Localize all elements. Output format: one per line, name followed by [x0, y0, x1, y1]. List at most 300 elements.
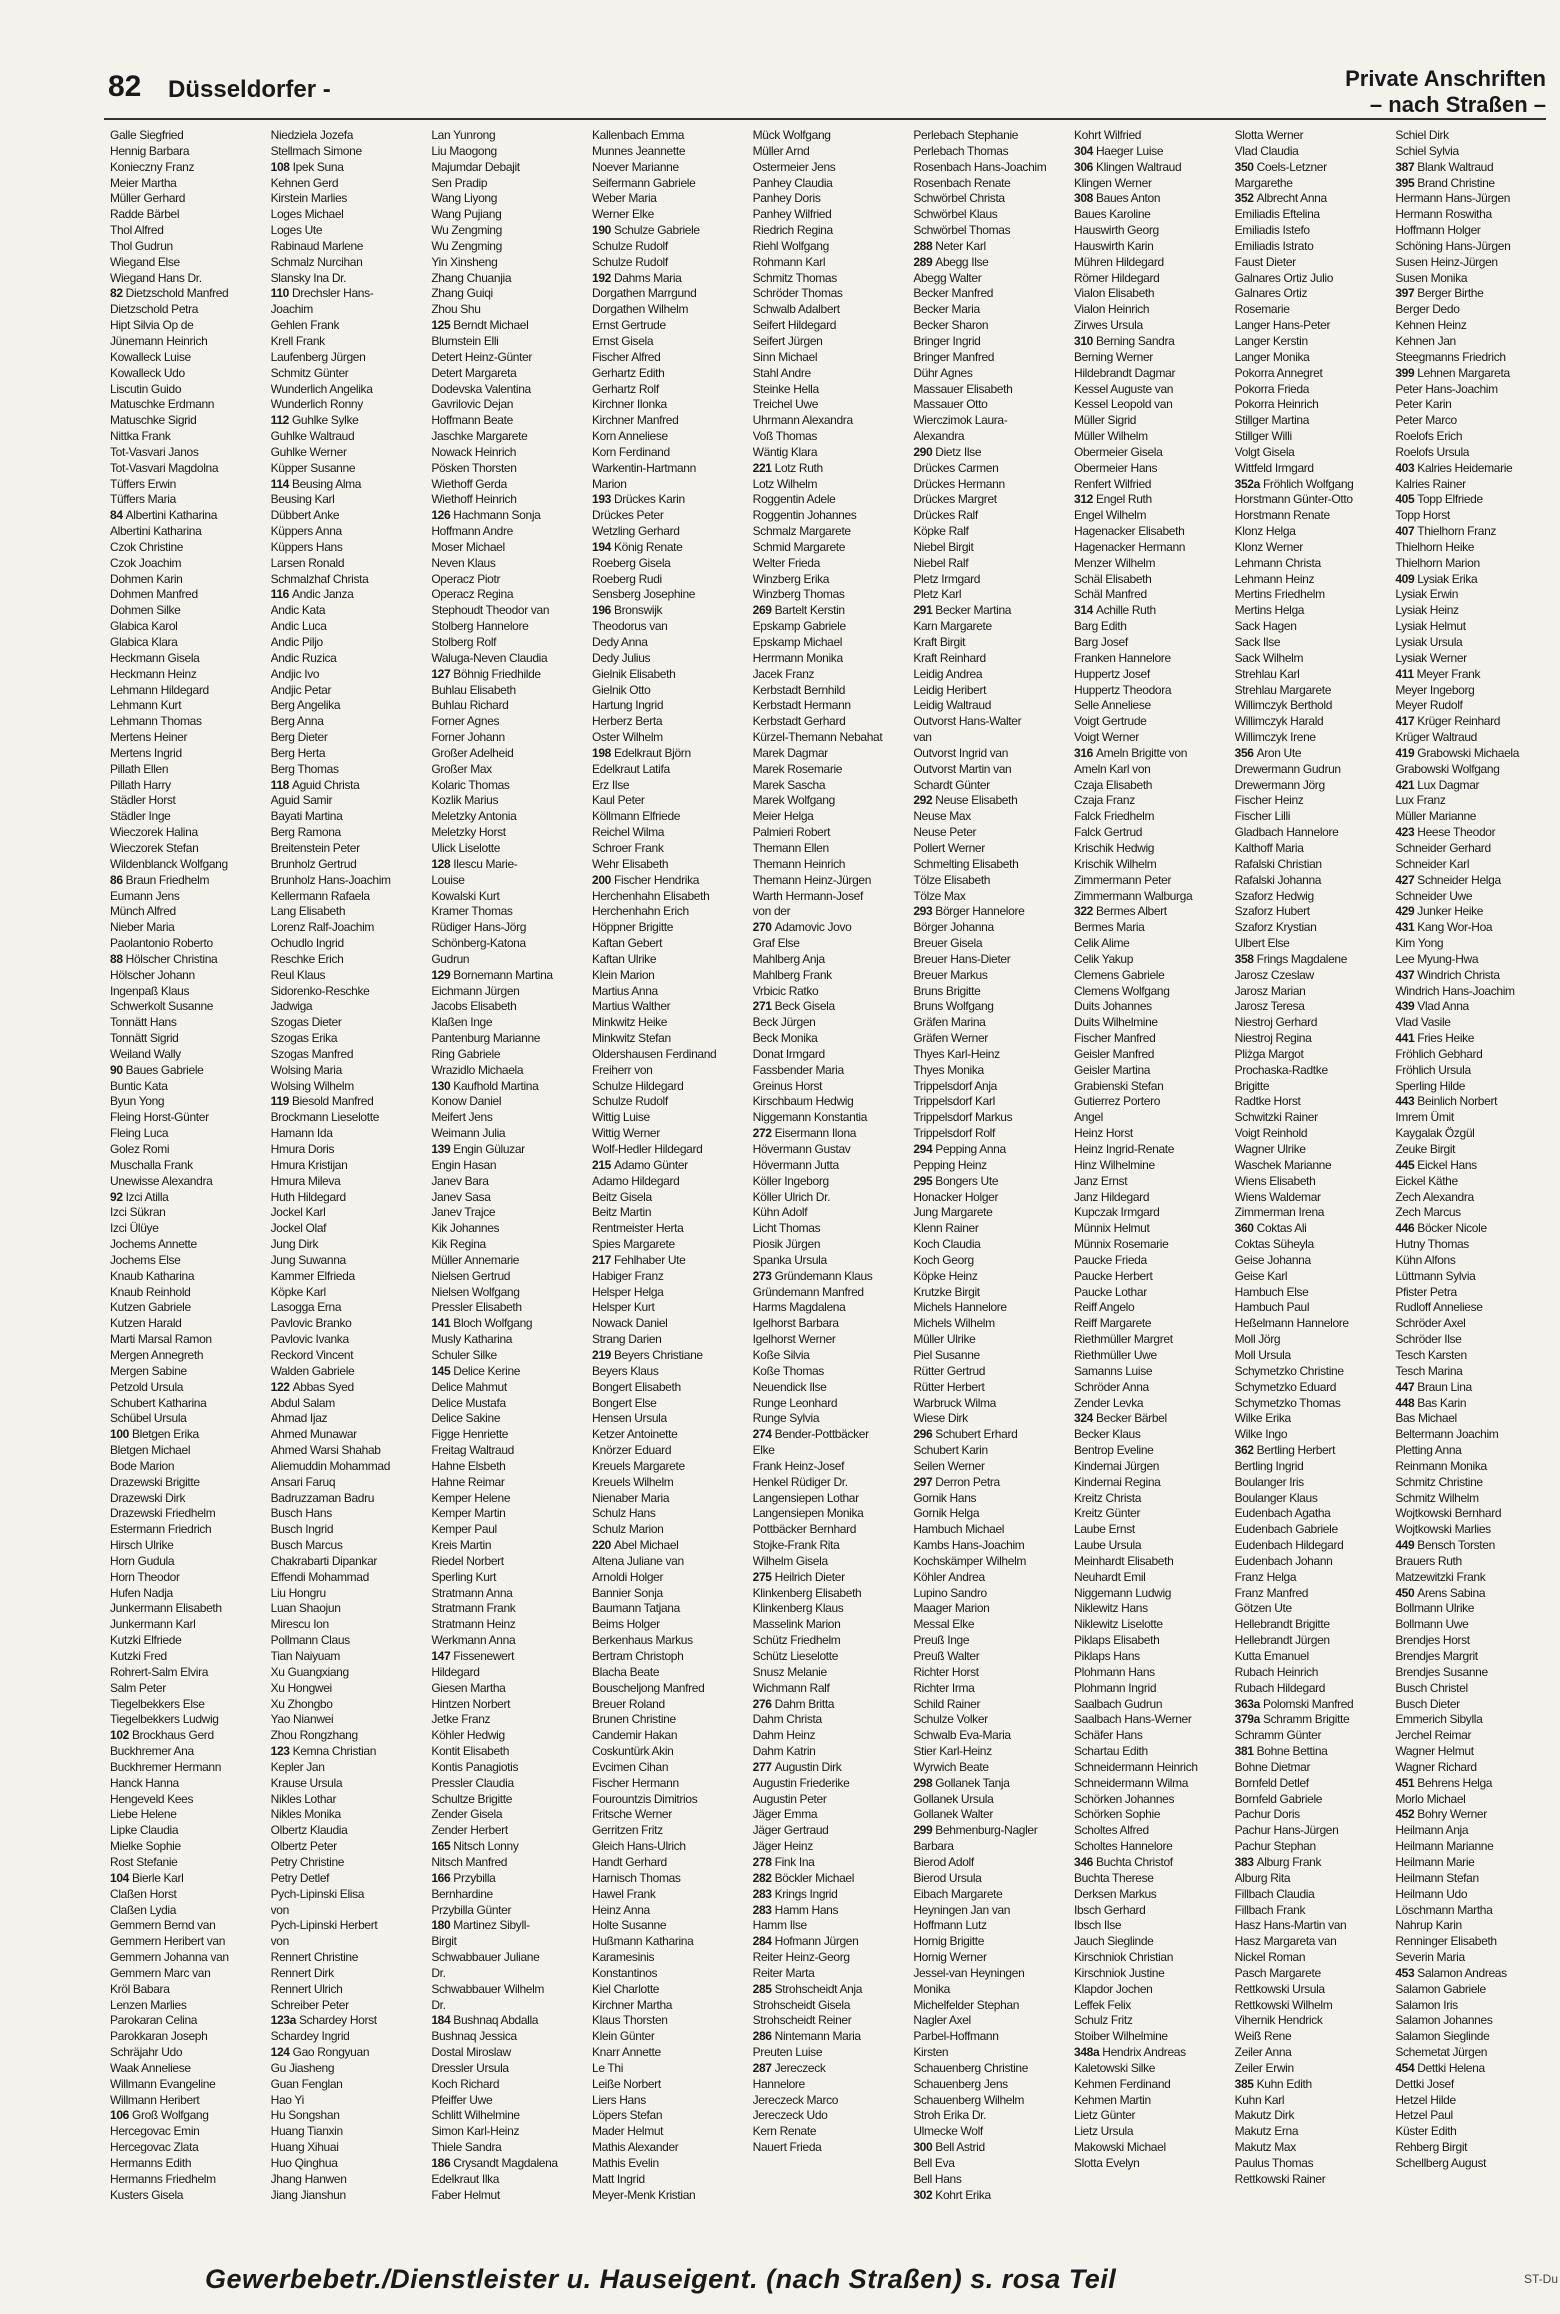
directory-entry: Maager Marion: [913, 1601, 990, 1616]
directory-entry: Wieczorek Stefan: [110, 840, 199, 855]
directory-entry: 431 Kang Wor-Hoa: [1395, 920, 1493, 935]
directory-entry: Kröl Babara: [110, 1981, 170, 1996]
directory-entry: Kalries Rainer: [1395, 476, 1466, 491]
directory-entry: Kemper Helene: [431, 1490, 511, 1505]
directory-entry: Münch Alfred: [110, 904, 176, 919]
directory-entry: Baumann Tatjana: [592, 1601, 680, 1616]
directory-entry: Reul Klaus: [270, 967, 326, 982]
directory-entry: Köpke Heinz: [913, 1268, 978, 1283]
directory-entry: Heckmann Gisela: [110, 650, 200, 665]
directory-entry: Schlitt Wilhelmine: [431, 2108, 520, 2123]
directory-entry: Städler Horst: [110, 793, 176, 808]
directory-entry: Barbara: [913, 1839, 954, 1854]
directory-entry: Hao Yi: [270, 2092, 304, 2107]
directory-entry: Dodevska Valentina: [431, 381, 531, 396]
directory-entry: Zech Marcus: [1395, 1205, 1461, 1220]
directory-entry: Heilmann Udo: [1395, 1886, 1468, 1901]
directory-entry: Forner Agnes: [431, 714, 500, 729]
directory-entry: Kirschniok Christian: [1074, 1950, 1174, 1965]
directory-entry: Schäl Manfred: [1074, 587, 1147, 602]
directory-entry: Kupczak Irmgard: [1074, 1205, 1160, 1220]
directory-entry: Lysiak Werner: [1395, 650, 1467, 665]
directory-entry: Niebel Ralf: [913, 555, 969, 570]
directory-entry: Jhang Hanwen: [270, 2171, 347, 2186]
directory-entry: Matzewitzki Frank: [1395, 1569, 1486, 1584]
directory-entry: Galnares Ortiz: [1234, 286, 1308, 301]
directory-entry: Marek Sascha: [752, 777, 826, 792]
directory-entry: Fleing Horst-Günter: [110, 1110, 209, 1125]
directory-entry: Nittka Frank: [110, 429, 171, 444]
directory-entry: Konstantinos: [592, 1965, 658, 1980]
directory-entry: Ahmed Munawar: [270, 1427, 357, 1442]
directory-entry: Voigt Gertrude: [1074, 714, 1147, 729]
directory-entry: Peter Karin: [1395, 397, 1452, 412]
directory-entry: Köhler Hedwig: [431, 1728, 505, 1743]
directory-entry: Wichmann Ralf: [752, 1680, 830, 1695]
directory-entry: Zhang Chuanjia: [431, 270, 512, 285]
directory-entry: Beitz Martin: [592, 1205, 652, 1220]
directory-entry: Küpper Susanne: [270, 460, 356, 475]
directory-entry: Mathis Evelin: [592, 2156, 659, 2170]
directory-entry: Rentmeister Herta: [592, 1221, 684, 1236]
directory-entry: Lehmann Heinz: [1234, 571, 1315, 586]
directory-entry: Ahmed Warsi Shahab: [270, 1443, 381, 1458]
directory-entry: Meinhardt Elisabeth: [1074, 1553, 1174, 1568]
directory-entry: Rosenbach Hans-Joachim: [913, 159, 1047, 174]
directory-entry: Bruns Brigitte: [913, 983, 981, 998]
directory-entry: Windrich Hans-Joachim: [1395, 983, 1515, 998]
directory-entry: Altena Juliane van: [592, 1553, 684, 1568]
directory-entry: Sinn Michael: [752, 349, 818, 364]
directory-entry: Knaub Reinhold: [110, 1284, 191, 1299]
directory-entry: Lang Elisabeth: [270, 904, 346, 919]
directory-entry: Izci Sükran: [110, 1205, 166, 1220]
directory-entry: Pachur Doris: [1234, 1807, 1300, 1822]
directory-entry: Eudenbach Agatha: [1234, 1506, 1331, 1521]
directory-entry: Busch Ingrid: [270, 1522, 334, 1537]
directory-entry: Dedy Anna: [592, 635, 648, 649]
directory-entry: Gutierrez Portero: [1074, 1094, 1161, 1109]
directory-entry: Paulus Thomas: [1234, 2156, 1314, 2170]
directory-entry: Guhlke Werner: [270, 444, 347, 459]
directory-entry: Dühr Agnes: [913, 365, 973, 380]
directory-entry: 302 Kohrt Erika: [913, 2187, 991, 2202]
directory-entry: Delice Sakine: [431, 1411, 501, 1426]
directory-entry: Thielhorn Marion: [1395, 555, 1480, 570]
directory-entry: 100 Bletgen Erika: [110, 1427, 199, 1442]
directory-entry: Berg Herta: [270, 745, 326, 760]
directory-entry: Nowack Daniel: [592, 1316, 668, 1331]
directory-entry: Buhlau Elisabeth: [431, 682, 516, 697]
directory-entry: Schubert Katharina: [110, 1395, 207, 1410]
directory-entry: Licht Thomas: [752, 1221, 821, 1236]
directory-entry: Hövermann Gustav: [752, 1142, 851, 1156]
directory-entry: Schulz Fritz: [1074, 2013, 1133, 2028]
directory-entry: Sperling Hilde: [1395, 1078, 1466, 1093]
directory-entry: Duits Johannes: [1074, 999, 1152, 1014]
directory-entry: Horstmann Günter-Otto: [1234, 492, 1353, 507]
directory-entry: Kozlik Marius: [431, 793, 499, 808]
directory-entry: Abdul Salam: [270, 1395, 335, 1410]
directory-entry: 350 Coels-Letzner: [1234, 159, 1327, 174]
directory-entry: Schulze Volker: [913, 1712, 988, 1727]
directory-entry: Laube Ernst: [1074, 1522, 1135, 1537]
directory-entry: Thyes Karl-Heinz: [913, 1046, 1000, 1061]
directory-entry: 110 Drechsler Hans-: [270, 286, 374, 301]
directory-entry: Andic Kata: [270, 603, 326, 618]
directory-entry: Dostal Miroslaw: [431, 2045, 511, 2060]
directory-entry: Czaja Franz: [1074, 793, 1135, 808]
directory-entry: Wu Zengming: [431, 223, 502, 238]
directory-entry: Kuhn Karl: [1234, 2092, 1285, 2107]
directory-entry: Voigt Werner: [1074, 730, 1139, 745]
directory-entry: Barg Edith: [1074, 619, 1127, 634]
directory-entry: Mirescu Ion: [270, 1617, 329, 1632]
directory-entry: Janev Sasa: [431, 1189, 491, 1204]
directory-entry: Emiliadis Istrato: [1234, 238, 1314, 253]
directory-entry: Reinmann Monika: [1395, 1458, 1487, 1473]
directory-entry: Wolf-Hedler Hildegard: [592, 1142, 703, 1156]
directory-entry: Seifermann Gabriele: [592, 175, 696, 190]
directory-entry: Paolantonio Roberto: [110, 936, 213, 951]
directory-entry: 352 Albrecht Anna: [1234, 191, 1327, 206]
directory-entry: Rüdiger Hans-Jörg: [431, 920, 527, 935]
directory-entry: Hambuch Paul: [1234, 1300, 1310, 1315]
directory-entry: Candemir Hakan: [592, 1728, 678, 1743]
directory-entry: Celik Alime: [1074, 936, 1130, 951]
directory-entry: Igelhorst Barbara: [752, 1316, 839, 1331]
directory-entry: Luan Shaojun: [270, 1601, 341, 1616]
directory-entry: Küster Edith: [1395, 2124, 1457, 2139]
directory-entry: 405 Topp Elfriede: [1395, 492, 1483, 507]
directory-entry: Hauswirth Georg: [1074, 223, 1159, 238]
directory-entry: Weber Maria: [592, 191, 657, 206]
directory-entry: 304 Haeger Luise: [1074, 143, 1164, 158]
directory-entry: Kindernai Jürgen: [1074, 1458, 1160, 1473]
directory-entry: 441 Fries Heike: [1395, 1031, 1475, 1046]
directory-entry: Schroer Frank: [592, 840, 664, 855]
directory-entry: Hoffmann Lutz: [913, 1918, 987, 1933]
directory-entry: Herrmann Monika: [752, 650, 843, 665]
directory-entry: Matt Ingrid: [592, 2171, 645, 2186]
directory-entry: Schulze Hildegard: [592, 1078, 684, 1093]
directory-entry: Susen Heinz-Jürgen: [1395, 254, 1498, 269]
directory-entry: Koße Silvia: [752, 1347, 810, 1362]
footer-note: Gewerbebetr./Dienstleister u. Hauseigent. (nach Straßen) s. rosa Teil: [205, 2264, 1117, 2294]
directory-entry: Hengeveld Kees: [110, 1791, 194, 1806]
directory-entry: 194 König Renate: [592, 539, 683, 554]
directory-entry: Palmieri Robert: [752, 825, 831, 840]
directory-entry: Thyes Monika: [913, 1062, 984, 1077]
directory-entry: Willimczyk Berthold: [1234, 698, 1333, 713]
directory-entry: 407 Thielhorn Franz: [1395, 524, 1497, 539]
directory-entry: Schwerkolt Susanne: [110, 999, 214, 1014]
directory-entry: Schäl Elisabeth: [1074, 571, 1152, 586]
directory-entry: Langensiepen Monika: [752, 1506, 864, 1521]
directory-entry: Bannier Sonja: [592, 1585, 663, 1600]
directory-entry: Seilen Werner: [913, 1458, 985, 1473]
directory-entry: Drückes Peter: [592, 508, 664, 523]
directory-entry: Sack Wilhelm: [1234, 650, 1304, 665]
directory-entry: Kaletowski Silke: [1074, 2060, 1156, 2075]
directory-entry: Fischer Hermann: [592, 1775, 679, 1790]
directory-entry: Heilmann Anja: [1395, 1823, 1469, 1838]
directory-entry: Kemper Paul: [431, 1522, 497, 1537]
directory-entry: Rohmann Karl: [752, 254, 826, 269]
directory-entry: 403 Kalries Heidemarie: [1395, 460, 1513, 475]
directory-entry: Schröder Ilse: [1395, 1332, 1462, 1347]
directory-entry: Zender Levka: [1074, 1395, 1144, 1410]
directory-entry: Hermann Roswitha: [1395, 207, 1492, 222]
directory-entry: Panhey Doris: [752, 191, 821, 206]
directory-entry: Schreiber Peter: [270, 1997, 349, 2012]
directory-entry: Fischer Manfred: [1074, 1031, 1156, 1046]
directory-entry: Küppers Hans: [270, 539, 343, 554]
directory-entry: 437 Windrich Christa: [1395, 967, 1500, 982]
directory-entry: Panhey Claudia: [752, 175, 833, 190]
directory-entry: Buntic Kata: [110, 1078, 168, 1093]
directory-entry: Koch Georg: [913, 1252, 974, 1267]
directory-entry: Gerhartz Rolf: [592, 381, 659, 396]
directory-entry: Zimmermann Peter: [1074, 872, 1172, 887]
directory-entry: Hambuch Michael: [913, 1522, 1005, 1537]
directory-entry: Hövermann Jutta: [752, 1157, 839, 1172]
directory-entry: Großer Max: [431, 761, 492, 776]
directory-entry: Tian Naiyuam: [270, 1649, 341, 1663]
directory-entry: Neuse Peter: [913, 825, 977, 840]
directory-entry: Hahne Elsbeth: [431, 1458, 506, 1473]
directory-entry: 193 Drückes Karin: [592, 492, 685, 507]
directory-entry: Rosenbach Renate: [913, 175, 1011, 190]
directory-entry: Buckhremer Ana: [110, 1744, 194, 1759]
directory-entry: Pokorra Frieda: [1234, 381, 1310, 396]
directory-entry: Rennert Christine: [270, 1950, 359, 1965]
directory-entry: Larsen Ronald: [270, 555, 345, 570]
directory-entry: Knarr Annette: [592, 2045, 661, 2060]
directory-entry: 88 Hölscher Christina: [110, 951, 218, 966]
directory-entry: Wäntig Klara: [752, 444, 818, 459]
section-title-line1: Private Anschriften: [1345, 66, 1546, 91]
directory-entry: Fillbach Frank: [1234, 1902, 1306, 1917]
directory-entry: Hetzel Hilde: [1395, 2092, 1456, 2107]
directory-entry: Paucke Herbert: [1074, 1268, 1153, 1283]
directory-entry: Dr.: [431, 1997, 446, 2012]
directory-entry: 275 Heilrich Dieter: [752, 1569, 845, 1584]
directory-entry: 86 Braun Friedhelm: [110, 872, 210, 887]
directory-entry: 314 Achille Ruth: [1074, 603, 1156, 618]
directory-entry: Schymetzko Thomas: [1234, 1395, 1341, 1410]
directory-entry: 112 Guhlke Sylke: [270, 413, 359, 428]
directory-entry: Slansky Ina Dr.: [270, 270, 347, 285]
directory-entry: Detert Heinz-Günter: [431, 349, 533, 364]
directory-entry: 271 Beck Gisela: [752, 999, 835, 1014]
directory-entry: Operacz Regina: [431, 587, 514, 602]
directory-entry: Rohrert-Salm Elvira: [110, 1664, 209, 1679]
directory-entry: Wiethoff Gerda: [431, 476, 507, 491]
directory-entry: Müller Gerhard: [110, 191, 186, 206]
directory-entry: 453 Salamon Andreas: [1395, 1965, 1507, 1980]
directory-entry: Kehmen Ferdinand: [1074, 2076, 1171, 2091]
directory-entry: Langer Kerstin: [1234, 333, 1308, 348]
directory-entry: Tonnätt Hans: [110, 1015, 177, 1030]
directory-entry: Zender Gisela: [431, 1807, 503, 1822]
directory-entry: Bayati Martina: [270, 809, 343, 824]
directory-entry: Hasz Margareta van: [1234, 1934, 1337, 1949]
directory-entry: Pressler Claudia: [431, 1775, 514, 1790]
directory-entry: 118 Aguid Christa: [270, 777, 360, 792]
directory-entry: Köller Ingeborg: [752, 1173, 829, 1188]
directory-entry: Dedy Julius: [592, 650, 651, 665]
directory-entry: Tonnätt Sigrid: [110, 1031, 179, 1046]
directory-entry: Knörzer Eduard: [592, 1443, 672, 1458]
directory-entry: Berg Dieter: [270, 730, 328, 745]
directory-entry: Effendi Mohammad: [270, 1569, 369, 1584]
directory-entry: Roeberg Gisela: [592, 555, 671, 570]
directory-entry: Gräfen Werner: [913, 1031, 988, 1046]
directory-entry: Angel: [1074, 1110, 1103, 1125]
directory-entry: Themann Ellen: [752, 840, 829, 855]
directory-entry: Schönberg-Katona: [431, 936, 526, 951]
directory-entry: Krischik Hedwig: [1074, 840, 1155, 855]
directory-entry: Wojtkowski Bernhard: [1395, 1506, 1502, 1521]
directory-entry: Wunderlich Ronny: [270, 397, 363, 412]
directory-entry: Fassbender Maria: [752, 1062, 844, 1077]
directory-entry: Krischik Wilhelm: [1074, 856, 1157, 871]
directory-entry: Seifert Jürgen: [752, 333, 823, 348]
directory-entry: 306 Klingen Waltraud: [1074, 159, 1182, 174]
directory-entry: Trippelsdorf Rolf: [913, 1126, 995, 1141]
directory-entry: Klingen Werner: [1074, 175, 1152, 190]
directory-entry: 300 Bell Astrid: [913, 2140, 985, 2155]
directory-entry: Roggentin Johannes: [752, 508, 857, 523]
directory-entry: 288 Neter Karl: [913, 238, 986, 253]
directory-entry: Epskamp Gabriele: [752, 619, 846, 634]
directory-entry: Strehlau Margarete: [1234, 682, 1332, 697]
directory-entry: Schauenberg Christine: [913, 2060, 1029, 2075]
directory-entry: 198 Edelkraut Björn: [592, 745, 691, 760]
directory-entry: Wu Zengming: [431, 238, 502, 253]
directory-entry: Huang Xihuai: [270, 2140, 339, 2155]
directory-entry: Augustin Peter: [752, 1791, 827, 1806]
directory-entry: Hanck Hanna: [110, 1775, 179, 1790]
directory-entry: Paucke Lothar: [1074, 1284, 1147, 1299]
directory-entry: Lehmann Christa: [1234, 555, 1321, 570]
directory-entry: Vialon Elisabeth: [1074, 286, 1155, 301]
directory-entry: 324 Becker Bärbel: [1074, 1411, 1167, 1426]
directory-entry: Rettkowski Rainer: [1234, 2171, 1326, 2186]
directory-entry: Tölze Elisabeth: [913, 872, 991, 887]
directory-entry: Eibach Margarete: [913, 1886, 1003, 1901]
directory-entry: 409 Lysiak Erika: [1395, 571, 1478, 586]
directory-entry: 215 Adamo Günter: [592, 1157, 688, 1172]
directory-entry: Morlo Michael: [1395, 1791, 1466, 1806]
directory-entry: Franz Manfred: [1234, 1585, 1309, 1600]
directory-entry: Bertling Ingrid: [1234, 1458, 1304, 1473]
directory-entry: Piosik Jürgen: [752, 1237, 821, 1252]
directory-entry: Beck Jürgen: [752, 1015, 816, 1030]
directory-entry: Giesen Martha: [431, 1680, 506, 1695]
directory-entry: Hasz Hans-Martin van: [1234, 1918, 1347, 1933]
directory-entry: 180 Martinez Sibyll-: [431, 1918, 530, 1933]
directory-entry: Fleing Luca: [110, 1126, 169, 1141]
directory-entry: Kutzki Fred: [110, 1649, 167, 1663]
directory-column-6: [913, 128, 1068, 2252]
directory-entry: Langensiepen Lothar: [752, 1490, 859, 1505]
directory-entry: Fröhlich Gebhard: [1395, 1046, 1483, 1061]
directory-entry: Gerritzen Fritz: [592, 1823, 663, 1838]
directory-entry: Großer Adelheid: [431, 745, 514, 760]
directory-entry: 310 Berning Sandra: [1074, 333, 1175, 348]
directory-entry: Becker Maria: [913, 302, 980, 317]
directory-entry: Erz Ilse: [592, 777, 630, 792]
directory-entry: Götzen Ute: [1234, 1601, 1292, 1616]
directory-entry: Arnoldi Holger: [592, 1569, 664, 1584]
directory-entry: Willimczyk Harald: [1234, 714, 1324, 729]
directory-entry: 221 Lotz Ruth: [752, 460, 823, 475]
directory-entry: Dietzschold Petra: [110, 302, 199, 317]
directory-entry: Berg Ramona: [270, 825, 341, 840]
directory-entry: Nieber Maria: [110, 920, 175, 935]
directory-entry: Wehr Elisabeth: [592, 856, 669, 871]
directory-entry: Bouscheljong Manfred: [592, 1680, 705, 1695]
directory-entry: Uhrmann Alexandra: [752, 413, 853, 428]
directory-entry: Dahm Heinz: [752, 1728, 816, 1743]
directory-entry: Mathis Alexander: [592, 2140, 679, 2155]
directory-entry: Kehmen Martin: [1074, 2092, 1151, 2107]
directory-entry: 269 Bartelt Kerstin: [752, 603, 845, 618]
directory-entry: 128 Ilescu Marie-: [431, 856, 518, 871]
directory-entry: Musly Katharina: [431, 1332, 513, 1347]
directory-entry: Schemetat Jürgen: [1395, 2045, 1488, 2060]
directory-entry: 449 Bensch Torsten: [1395, 1538, 1495, 1553]
directory-entry: Oldershausen Ferdinand: [592, 1046, 717, 1061]
directory-entry: Lotz Wilhelm: [752, 476, 818, 491]
directory-entry: Operacz Piotr: [431, 571, 501, 586]
directory-entry: Mahlberg Anja: [752, 951, 825, 966]
directory-entry: Piklaps Elisabeth: [1074, 1633, 1160, 1648]
directory-entry: Jadwiga: [270, 999, 313, 1014]
directory-entry: Dettki Josef: [1395, 2076, 1454, 2091]
directory-entry: 114 Beusing Alma: [270, 476, 362, 491]
directory-entry: Ingenpaß Klaus: [110, 983, 190, 998]
directory-entry: Hmura Mileva: [270, 1173, 341, 1188]
directory-entry: Birgit: [431, 1934, 457, 1949]
directory-entry: Willimczyk Irene: [1234, 730, 1316, 745]
directory-entry: 385 Kuhn Edith: [1234, 2076, 1312, 2091]
directory-entry: van: [913, 730, 932, 745]
directory-entry: 106 Groß Wolfgang: [110, 2108, 209, 2123]
directory-entry: Drazewski Friedhelm: [110, 1506, 216, 1521]
directory-entry: 395 Brand Christine: [1395, 175, 1495, 190]
directory-entry: Forner Johann: [431, 730, 505, 745]
directory-entry: Thielhorn Heike: [1395, 539, 1475, 554]
directory-entry: Ulick Liselotte: [431, 840, 501, 855]
directory-entry: Busch Dieter: [1395, 1696, 1460, 1711]
directory-entry: Ring Gabriele: [431, 1046, 501, 1061]
directory-entry: Schmid Margarete: [752, 539, 846, 554]
directory-entry: Neuse Max: [913, 809, 971, 824]
directory-entry: Koch Richard: [431, 2076, 500, 2091]
directory-entry: Münnix Helmut: [1074, 1221, 1150, 1236]
directory-entry: Schwabbauer Wilhelm: [431, 1981, 545, 1996]
directory-entry: Yao Nianwei: [270, 1712, 334, 1727]
directory-entry: 123 Kemna Christian: [270, 1744, 377, 1759]
directory-entry: Klinkenberg Elisabeth: [752, 1585, 862, 1600]
directory-entry: Richter Horst: [913, 1664, 979, 1679]
directory-entry: Busch Marcus: [270, 1538, 343, 1553]
directory-entry: Herchenhahn Elisabeth: [592, 888, 710, 903]
directory-entry: Wiethoff Heinrich: [431, 492, 517, 507]
